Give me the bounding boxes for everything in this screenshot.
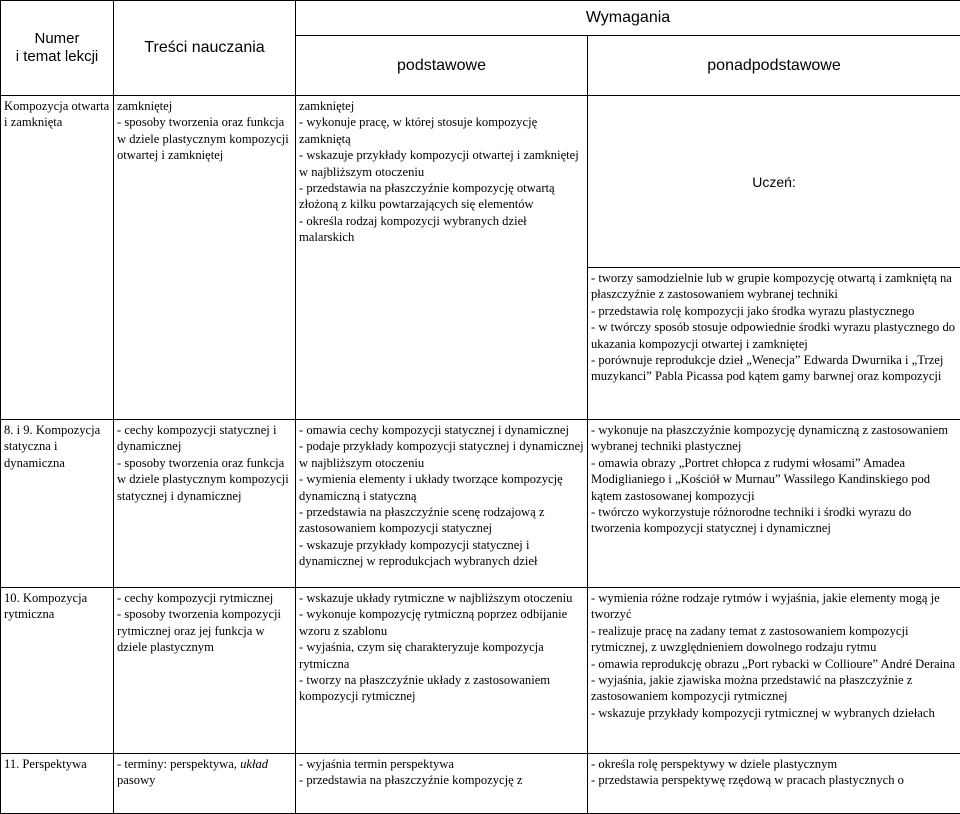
content-cell: [114, 420, 296, 588]
advanced-req-cell: [588, 268, 960, 420]
advanced-req-line: - wyjaśnia, jakie zjawiska można przedstawić na płaszczyźnie z zastosowaniem kompozycji rytmicznej: [591, 672, 957, 705]
content-line: - cechy kompozycji statycznej i dynamicznej: [117, 422, 292, 455]
uczen-label: Uczeń:: [588, 96, 960, 268]
advanced-req-line: - realizuje pracę na zadany temat z zastosowaniem kompozycji rytmicznej, z uwzględnieniem dowolnego rodzaju rytmu: [591, 623, 957, 656]
advanced-req-line: - wymienia różne rodzaje rytmów i wyjaśnia, jakie elementy mogą je tworzyć: [591, 590, 957, 623]
topic-text: 10. Kompozycja rytmiczna: [4, 591, 87, 621]
basic-req-line: - wykonuje pracę, w której stosuje kompozycję zamkniętą: [299, 114, 584, 147]
content-line: - sposoby tworzenia oraz funkcja w dziele plastycznym kompozycji otwartej i zamkniętej: [117, 114, 292, 163]
topic-text: 11. Perspektywa: [4, 757, 87, 771]
basic-req-line: - wyjaśnia, czym się charakteryzuje kompozycja rytmiczna: [299, 639, 584, 672]
advanced-req-cell: [588, 420, 960, 588]
advanced-req-line: - przedstawia perspektywę rzędową w pracach plastycznych o: [591, 772, 957, 788]
header-tresci: Treści nauczania: [114, 1, 296, 96]
basic-req-cell: [296, 754, 588, 814]
basic-req-line: - wykonuje kompozycję rytmiczną poprzez odbijanie wzoru z szablonu: [299, 606, 584, 639]
header-ponadpodstawowe: ponadpodstawowe: [588, 36, 960, 96]
advanced-req-line: - omawia reprodukcję obrazu „Port rybacki w Collioure” André Deraina: [591, 656, 957, 672]
basic-req-line: - tworzy na płaszczyźnie układy z zastosowaniem kompozycji rytmicznej: [299, 672, 584, 705]
content-text-italic: układ: [240, 757, 268, 771]
advanced-req-line: - tworzy samodzielnie lub w grupie kompozycję otwartą i zamkniętą na płaszczyźnie z zastosowaniem wybranej techniki: [591, 270, 957, 303]
basic-req-line: - przedstawia na płaszczyźnie scenę rodzajową z zastosowaniem kompozycji statycznej: [299, 504, 584, 537]
content-text: pasowy: [117, 773, 155, 787]
topic-cell: [1, 588, 114, 754]
basic-req-line: zamkniętej: [299, 98, 584, 114]
advanced-req-line: - w twórczy sposób stosuje odpowiednie środki wyrazu plastycznego do ukazania kompozycji otwartej i zamkniętej: [591, 319, 957, 352]
basic-req-line: - wskazuje przykłady kompozycji otwartej i zamkniętej w najbliższym otoczeniu: [299, 147, 584, 180]
header-wymagania: Wymagania: [296, 1, 960, 36]
advanced-req-cell: [588, 754, 960, 814]
basic-req-line: - wskazuje przykłady kompozycji statycznej i dynamicznej w reprodukcjach wybranych dzieł: [299, 537, 584, 570]
content-cell: [114, 754, 296, 814]
content-text: - terminy: perspektywa,: [117, 757, 240, 771]
content-line: zamkniętej: [117, 98, 292, 114]
advanced-req-line: - omawia obrazy „Portret chłopca z rudymi włosami” Amadea Modiglianiego i „Kościół w Murnau” Wassilego Kandinskiego pod kątem zastosowanej kompozycji: [591, 455, 957, 504]
topic-text: Kompozycja otwarta i zamknięta: [4, 99, 109, 129]
advanced-req-line: - porównuje reprodukcje dzieł „Wenecja” Edwarda Dwurnika i „Trzej muzykanci” Pabla Picassa pod kątem gamy barwnej oraz kompozycji: [591, 352, 957, 385]
basic-req-cell: [296, 96, 588, 420]
advanced-req-line: - wykonuje na płaszczyźnie kompozycję dynamiczną z zastosowaniem wybranej techniki plastycznej: [591, 422, 957, 455]
advanced-req-line: - określa rolę perspektywy w dziele plastycznym: [591, 756, 957, 772]
basic-req-line: - przedstawia na płaszczyźnie kompozycję z: [299, 772, 584, 788]
advanced-req-line: - twórczo wykorzystuje różnorodne techniki i środki wyrazu do tworzenia kompozycji statycznej i dynamicznej: [591, 504, 957, 537]
advanced-req-line: - przedstawia rolę kompozycji jako środka wyrazu plastycznego: [591, 303, 957, 319]
content-cell: [114, 96, 296, 420]
basic-req-line: - wyjaśnia termin perspektywa: [299, 756, 584, 772]
advanced-req-line: - wskazuje przykłady kompozycji rytmicznej w wybranych dziełach: [591, 705, 957, 721]
content-line: - sposoby tworzenia kompozycji rytmicznej oraz jej funkcja w dziele plastycznym: [117, 606, 292, 655]
header-numer: Numer i temat lekcji: [1, 1, 114, 96]
basic-req-line: - przedstawia na płaszczyźnie kompozycję otwartą złożoną z kilku powtarzających się elementów: [299, 180, 584, 213]
basic-req-line: - określa rodzaj kompozycji wybranych dzieł malarskich: [299, 213, 584, 246]
content-cell: [114, 588, 296, 754]
basic-req-line: - wymienia elementy i układy tworzące kompozycję dynamiczną i statyczną: [299, 471, 584, 504]
basic-req-cell: [296, 588, 588, 754]
basic-req-cell: [296, 420, 588, 588]
header-podstawowe: podstawowe: [296, 36, 588, 96]
topic-cell: [1, 96, 114, 420]
topic-text: 8. i 9. Kompozycja statyczna i dynamiczna: [4, 423, 100, 470]
topic-cell: [1, 420, 114, 588]
basic-req-line: - podaje przykłady kompozycji statycznej i dynamicznej w najbliższym otoczeniu: [299, 438, 584, 471]
basic-req-line: - wskazuje układy rytmiczne w najbliższym otoczeniu: [299, 590, 584, 606]
content-line: - cechy kompozycji rytmicznej: [117, 590, 292, 606]
topic-cell: [1, 754, 114, 814]
advanced-req-cell: [588, 588, 960, 754]
basic-req-line: - omawia cechy kompozycji statycznej i dynamicznej: [299, 422, 584, 438]
content-line: - sposoby tworzenia oraz funkcja w dziele plastycznym kompozycji statycznej i dynamicznej: [117, 455, 292, 504]
